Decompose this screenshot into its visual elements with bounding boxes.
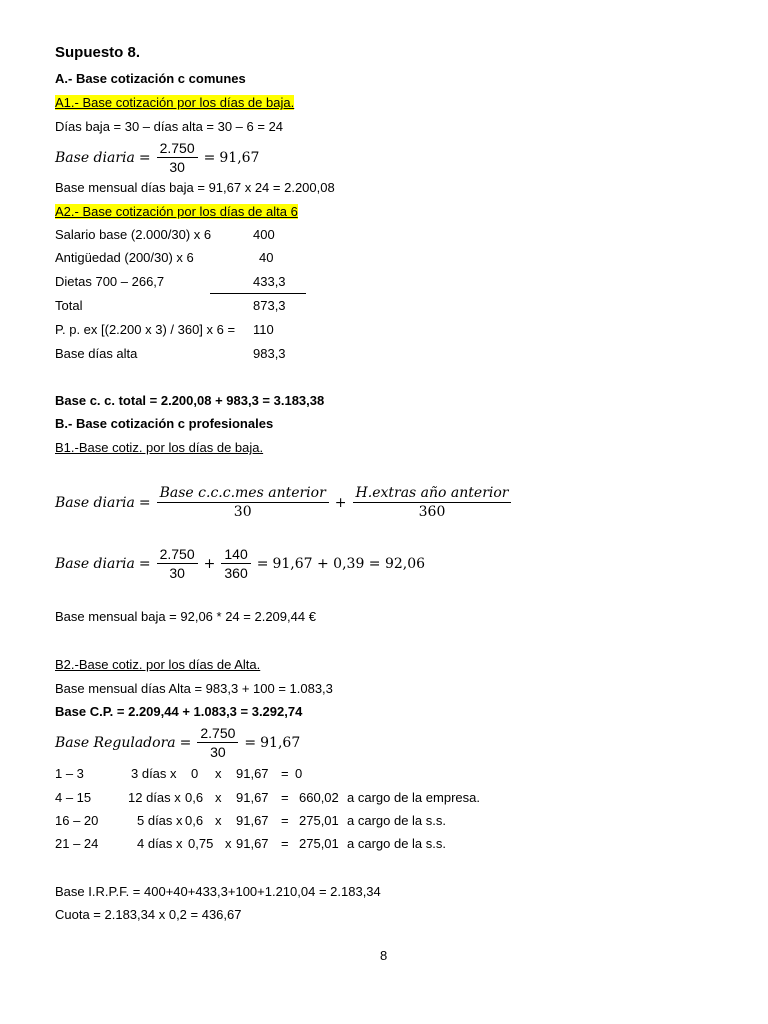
sum-divider [210, 293, 306, 294]
page-number: 8 [380, 948, 388, 963]
formula-result: 91,67 [219, 149, 260, 166]
fraction-numerator: 2.750 [197, 725, 238, 743]
formula-label: Base diaria [55, 555, 135, 572]
formula-label: Base Reguladora [55, 734, 176, 751]
fraction-numerator: Base c.c.c.mes anterior [157, 485, 329, 503]
row-value-dietas: 433,3 [253, 274, 286, 289]
it-range: 1 – 3 [55, 766, 84, 781]
it-x: x [215, 766, 222, 781]
row-label-dietas: Dietas 700 – 266,7 [55, 274, 165, 289]
it-dias: 3 días x [131, 766, 177, 781]
fraction [221, 546, 250, 581]
formula-result: 91,67 [260, 734, 301, 751]
it-result: 275,01 [299, 836, 339, 851]
it-range: 21 – 24 [55, 836, 99, 851]
it-x: x [215, 813, 222, 828]
it-pct: 0,75 [188, 836, 214, 851]
it-base: 91,67 [236, 836, 269, 851]
it-dias: 5 días x [137, 813, 183, 828]
a1-heading: A1.- Base cotización por los días de baja. [55, 95, 295, 110]
row-label-total: Total [55, 298, 83, 313]
fraction-numerator: H.extras año anterior [353, 485, 512, 503]
row-value-salario: 400 [253, 227, 275, 242]
formula-label: Base diaria [55, 149, 135, 166]
it-base: 91,67 [236, 813, 269, 828]
base-cp: Base C.P. = 2.209,44 + 1.083,3 = 3.292,74 [55, 704, 303, 719]
it-pct: 0,6 [185, 813, 204, 828]
it-result: 275,01 [299, 813, 339, 828]
base-reguladora-formula: Base Reguladora = $\frac{2.750}{30}$ = 91,67 [55, 725, 301, 760]
formula-label: Base diaria [55, 494, 135, 511]
it-x: x [215, 790, 222, 805]
it-pct: 0,6 [185, 790, 204, 805]
fraction-numerator: 2.750 [157, 140, 198, 158]
it-eq: = [281, 813, 289, 828]
irpf-base-line: Base I.R.P.F. = 400+40+433,3+100+1.210,04 = 2.183,34 [55, 884, 381, 899]
base-mensual-baja: Base mensual baja = 92,06 * 24 = 2.209,44 € [55, 609, 316, 624]
it-base: 91,67 [236, 766, 269, 781]
it-note: a cargo de la s.s. [347, 836, 446, 851]
fraction-numerator: 140 [221, 546, 250, 564]
dias-baja-line: Días baja = 30 – días alta = 30 – 6 = 24 [55, 119, 284, 134]
it-note: a cargo de la s.s. [347, 813, 446, 828]
it-pct: 0 [191, 766, 199, 781]
fraction-denominator: 30 [233, 504, 252, 520]
it-range: 4 – 15 [55, 790, 92, 805]
base-mensual-alta: Base mensual días Alta = 983,3 + 100 = 1.083,3 [55, 681, 333, 696]
row-value-base-alta: 983,3 [253, 346, 286, 361]
it-range: 16 – 20 [55, 813, 99, 828]
it-x: x [225, 836, 232, 851]
fraction [157, 546, 198, 581]
row-value-total: 873,3 [253, 298, 286, 313]
base-diaria-formula-b2: Base diaria = $\frac{2.750}{30}$ + $\frac{140}{360}$ = 91,67 + 0,39 = 92,06 [55, 546, 426, 581]
fraction [157, 485, 329, 520]
it-dias: 12 días x [128, 790, 181, 805]
it-eq: = [281, 836, 289, 851]
row-label-antiguedad: Antigüedad (200/30) x 6 [55, 250, 194, 265]
fraction-denominator: 30 [169, 565, 185, 581]
formula-result: 91,67 + 0,39 = 92,06 [272, 555, 426, 572]
fraction-denominator: 360 [224, 565, 248, 581]
fraction-denominator: 30 [169, 159, 185, 175]
fraction-denominator: 360 [418, 504, 446, 520]
section-a-heading: A.- Base cotización c comunes [55, 71, 246, 86]
page-title: Supuesto 8. [55, 44, 141, 61]
fraction-numerator: 2.750 [157, 546, 198, 564]
base-mensual-line: Base mensual días baja = 91,67 x 24 = 2.200,08 [55, 180, 335, 195]
row-value-ppex: 110 [253, 322, 274, 337]
b1-heading: B1.-Base cotiz. por los días de baja. [55, 440, 264, 455]
row-label-base-alta: Base días alta [55, 346, 138, 361]
row-label-ppex: P. p. ex [(2.200 x 3) / 360] x 6 = [55, 322, 236, 337]
base-diaria-formula-b1: Base diaria = $\frac{\text{Base c.c.c.mes anterior}}{30}$ + $\frac{\text{H.extras año anterior}}{360}$ [55, 485, 513, 520]
base-cc-total: Base c. c. total = 2.200,08 + 983,3 = 3.183,38 [55, 393, 325, 408]
irpf-cuota-line: Cuota = 2.183,34 x 0,2 = 436,67 [55, 907, 242, 922]
section-b-heading: B.- Base cotización c profesionales [55, 416, 274, 431]
b2-heading: B2.-Base cotiz. por los días de Alta. [55, 657, 261, 672]
it-note: a cargo de la empresa. [347, 790, 480, 805]
it-dias: 4 días x [137, 836, 183, 851]
it-eq: = [281, 790, 289, 805]
it-base: 91,67 [236, 790, 269, 805]
it-result: 660,02 [299, 790, 339, 805]
row-label-salario: Salario base (2.000/30) x 6 [55, 227, 212, 242]
fraction [353, 485, 512, 520]
a2-heading: A2.- Base cotización por los días de alta 6 [55, 204, 298, 219]
it-result: 0 [295, 766, 303, 781]
fraction [157, 140, 198, 175]
it-eq: = [281, 766, 289, 781]
fraction [197, 725, 238, 760]
base-diaria-formula-a: Base diaria = $\frac{2.750}{30}$ = 91,67 [55, 140, 260, 175]
fraction-denominator: 30 [210, 744, 226, 760]
row-value-antiguedad: 40 [259, 250, 274, 265]
